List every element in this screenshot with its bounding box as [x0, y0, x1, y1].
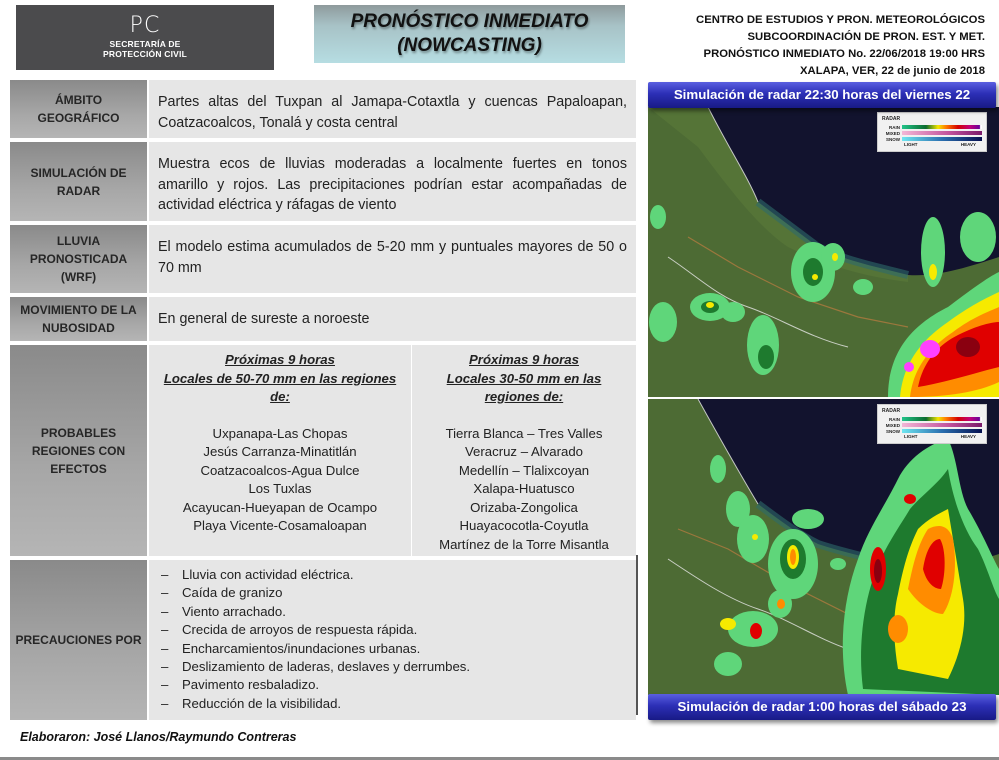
dash-bullet: –	[161, 695, 169, 711]
precaution-text: Deslizamiento de laderas, deslaves y derrumbes.	[182, 659, 471, 675]
radar-caption-top: Simulación de radar 22:30 horas del viernes 22	[648, 82, 996, 108]
row-simulacion	[10, 142, 636, 221]
org-line-1: CENTRO DE ESTUDIOS Y PRON. METEOROLÓGICOS	[696, 14, 985, 26]
list-item	[158, 640, 627, 658]
label-simulacion: SIMULACIÓN DE RADAR	[10, 142, 147, 221]
legend-heavy: HEAVY	[960, 142, 976, 147]
list-item: Xalapa-Huatusco	[473, 481, 575, 496]
content-precauciones	[149, 560, 636, 720]
legend-snow: SNOW	[886, 136, 900, 142]
label-regiones: PROBABLES REGIONES CON EFECTOS	[10, 345, 147, 556]
dash-bullet: –	[161, 585, 169, 601]
list-item: Uxpanapa-Las Chopas	[212, 425, 348, 441]
list-item	[158, 603, 627, 621]
forecast-table	[10, 80, 636, 724]
radar-legend	[877, 112, 987, 152]
precaution-text: Lluvia con actividad eléctrica.	[182, 567, 354, 582]
regions-50-70mm	[149, 345, 412, 556]
dash-bullet: –	[161, 640, 169, 656]
list-item: Los Tuxlas	[248, 481, 312, 496]
org-line-4: XALAPA, VER, 22 de junio de 2018	[800, 65, 985, 77]
legend-title: RADAR	[882, 408, 901, 414]
legend-mixed: MIXED	[885, 422, 900, 428]
snow-scale	[902, 137, 982, 141]
radar-map-2230	[648, 107, 999, 397]
precaution-text: Viento arrachado.	[182, 603, 286, 619]
dash-bullet: –	[161, 622, 169, 638]
dash-bullet: –	[161, 603, 169, 619]
radar-legend	[877, 404, 987, 444]
list-item	[158, 566, 627, 584]
region-b-list	[412, 425, 636, 555]
precaution-text: Crecida de arroyos de respuesta rápida.	[182, 622, 418, 638]
region-a-head-3: de:	[270, 389, 290, 404]
dash-bullet: –	[161, 677, 169, 693]
row-movimiento	[10, 297, 636, 341]
precaution-text: Encharcamientos/inundaciones urbanas.	[182, 640, 421, 656]
legend-light: LIGHT	[904, 142, 918, 147]
legend-rain: RAIN	[889, 416, 900, 422]
region-b-head-2: Locales 30-50 mm en las	[446, 370, 602, 386]
content-movimiento: En general de sureste a noroeste	[149, 297, 636, 341]
divider-line	[636, 555, 638, 715]
snow-scale	[902, 429, 982, 433]
org-line-2: SUBCOORDINACIÓN DE PRON. EST. Y MET.	[747, 31, 985, 43]
pc-logo	[16, 5, 274, 70]
row-lluvia	[10, 225, 636, 293]
precaution-text: Reducción de la visibilidad.	[182, 695, 342, 711]
report-title	[314, 5, 625, 63]
dash-bullet: –	[161, 567, 169, 582]
label-lluvia: LLUVIA PRONOSTICADA (WRF)	[10, 225, 147, 293]
content-regiones	[149, 345, 636, 556]
list-item: Huayacocotla-Coyutla	[459, 518, 589, 533]
logo-line-1: SECRETARÍA DE	[109, 39, 181, 49]
content-lluvia: El modelo estima acumulados de 5-20 mm y puntuales mayores de 50 o 70 mm	[149, 225, 636, 293]
list-item: Veracruz – Alvarado	[464, 444, 584, 459]
org-info	[696, 12, 985, 80]
legend-heavy: HEAVY	[960, 434, 976, 439]
logo-line-2: PROTECCIÓN CIVIL	[103, 49, 187, 59]
list-item: Jesús Carranza-Minatitlán	[203, 444, 357, 459]
list-item	[158, 676, 627, 694]
rain-scale	[902, 417, 982, 421]
radar-caption-bottom: Simulación de radar 1:00 horas del sábado 23	[648, 694, 996, 720]
region-a-head-2: Locales de 50-70 mm en las regiones	[163, 370, 397, 386]
region-b-head-1: Próximas 9 horas	[469, 352, 579, 367]
rain-scale	[902, 125, 982, 129]
org-line-3: PRONÓSTICO INMEDIATO No. 22/06/2018 19:00 HRS	[703, 48, 985, 60]
region-b-head-3: regiones de:	[484, 389, 564, 404]
label-movimiento: MOVIMIENTO DE LA NUBOSIDAD	[10, 297, 147, 341]
list-item: Acayucan-Hueyapan de Ocampo	[182, 499, 378, 515]
list-item: Martínez de la Torre Misantla	[439, 536, 609, 552]
list-item	[158, 695, 627, 713]
dash-bullet: –	[161, 659, 169, 675]
precaution-text: Caída de granizo	[182, 585, 283, 601]
list-item: Orizaba-Zongolica	[470, 499, 578, 515]
credits: Elaboraron: José Llanos/Raymundo Contreras	[20, 730, 297, 744]
list-item	[158, 621, 627, 639]
title-line-1: PRONÓSTICO INMEDIATO	[350, 11, 589, 32]
legend-light: LIGHT	[904, 434, 918, 439]
row-ambito	[10, 80, 636, 138]
logo-acronym: PC	[129, 13, 161, 38]
precautions-list	[158, 560, 627, 713]
regions-30-50mm	[412, 345, 636, 556]
content-simulacion: Muestra ecos de lluvias moderadas a localmente fuertes en tonos amarillo y rojos. Las precipitaciones podrían estar acompañadas de actividad eléctrica y ráfagas de viento	[149, 142, 636, 221]
list-item	[158, 658, 627, 676]
region-a-head-1: Próximas 9 horas	[225, 352, 335, 367]
list-item: Playa Vicente-Cosamaloapan	[193, 518, 367, 533]
mixed-scale	[902, 423, 982, 427]
mixed-scale	[902, 131, 982, 135]
legend-title: RADAR	[882, 116, 901, 122]
list-item	[158, 584, 627, 602]
precaution-text: Pavimento resbaladizo.	[182, 677, 320, 693]
row-regiones	[10, 345, 636, 556]
list-item: Coatzacoalcos-Agua Dulce	[200, 462, 360, 478]
radar-map-0100	[648, 399, 999, 695]
list-item: Tierra Blanca – Tres Valles	[445, 425, 603, 441]
list-item: Medellín – Tlalixcoyan	[458, 462, 590, 478]
row-precauciones	[10, 560, 636, 720]
legend-snow: SNOW	[886, 428, 900, 434]
content-ambito: Partes altas del Tuxpan al Jamapa-Cotaxtla y cuencas Papaloapan, Coatzacoalcos, Tonalá y costa central	[149, 80, 636, 138]
label-ambito: ÁMBITO GEOGRÁFICO	[10, 80, 147, 138]
label-precauciones: PRECAUCIONES POR	[10, 560, 147, 720]
legend-rain: RAIN	[889, 124, 900, 130]
region-a-list	[149, 425, 411, 536]
title-line-2: (NOWCASTING)	[397, 35, 542, 56]
legend-mixed: MIXED	[885, 130, 900, 136]
